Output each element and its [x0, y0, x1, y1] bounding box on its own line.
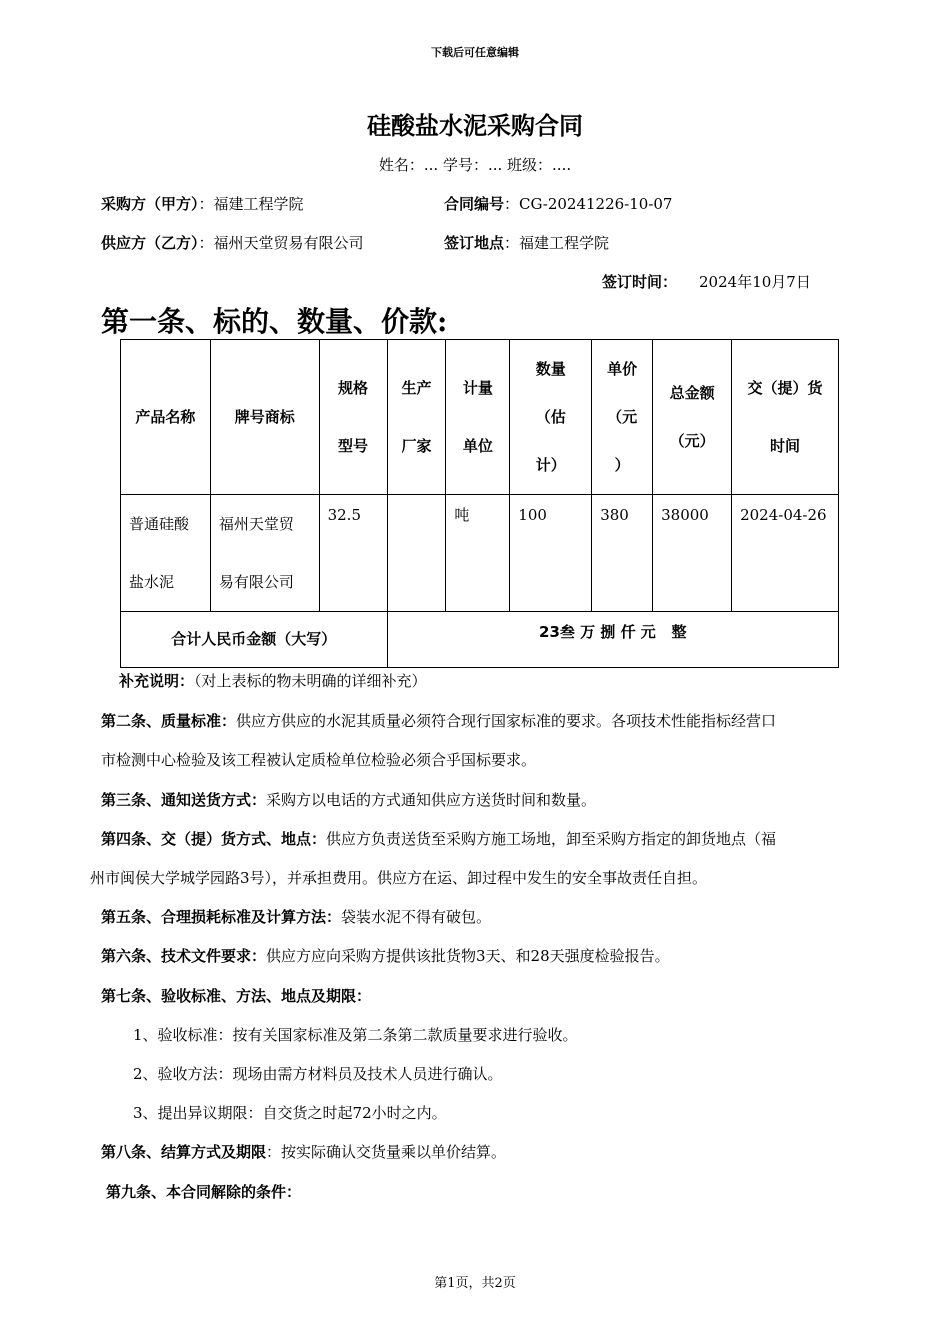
header-cell: 交（提）货 时间 [732, 340, 839, 495]
article-text: ：按实际确认交货量乘以单价结算。 [266, 1143, 507, 1161]
acceptance-item: 1、验收标准：按有关国家标准及第二条第二款质量要求进行验收。 [133, 1026, 578, 1044]
article-9 [106, 1181, 301, 1202]
article-label: 第二条、质量标准： [101, 712, 237, 730]
article-label: 第七条、验收标准、方法、地点及期限： [101, 987, 372, 1005]
contract-no-value: ：CG-20241226-10-07 [504, 195, 673, 213]
article-text: 供应方供应的水泥其质量必须符合现行国家标准的要求。各项技术性能指标经营口 [236, 712, 777, 730]
date-line [602, 271, 811, 292]
header-cell: 产品名称 [121, 340, 211, 495]
brand-cell: 福州天堂贸 易有限公司 [210, 495, 319, 612]
article-text: 采购方以电话的方式通知供应方送货时间和数量。 [266, 791, 597, 809]
place-value: ：福建工程学院 [504, 234, 610, 252]
delivery-date-cell: 2024-04-26 [732, 495, 839, 612]
supplier-label: 供应方（乙方） [101, 234, 199, 252]
header-cell: 生产 厂家 [387, 340, 446, 495]
place-label: 签订地点 [444, 234, 505, 252]
quantity-cell: 100 [510, 495, 592, 612]
buyer-label: 采购方（甲方） [101, 195, 199, 213]
spec-cell: 32.5 [319, 495, 387, 612]
article-text: 供应方负责送货至采购方施工场地，卸至采购方指定的卸货地点（福 [326, 830, 777, 848]
header-cell: 单价 （元 ） [592, 340, 653, 495]
header-note: 下载后可任意编辑 [431, 46, 519, 59]
supplement-line [119, 670, 427, 691]
header-cell: 牌号商标 [210, 340, 319, 495]
table-row [121, 495, 839, 612]
supplier-value: ：福州天堂贸易有限公司 [198, 234, 364, 252]
unit-cell: 吨 [446, 495, 510, 612]
article-label: 第八条、结算方式及期限 [101, 1143, 267, 1161]
manufacturer-cell [387, 495, 446, 612]
student-info: 姓名：... 学号：... 班级：.... [378, 156, 572, 174]
unit-price-cell: 380 [592, 495, 653, 612]
article-6 [101, 945, 670, 966]
article1-title: 第一条、标的、数量、价款: [101, 305, 448, 338]
acceptance-item: 2、验收方法：现场由需方材料员及技术人员进行确认。 [133, 1065, 503, 1083]
supplier-line [101, 232, 364, 253]
article-4-cont: 州市闽侯大学城学园路3号），并承担费用。供应方在运、卸过程中发生的安全事故责任自担。 [90, 869, 708, 887]
supplement-label: 补充说明： [119, 672, 195, 690]
header-cell: 规格 型号 [319, 340, 387, 495]
article-5 [101, 906, 491, 927]
article-8 [101, 1141, 506, 1162]
article-label: 第四条、交（提）货方式、地点： [101, 830, 327, 848]
place-line [444, 232, 609, 253]
acceptance-item: 3、提出异议期限：自交货之时起72小时之内。 [133, 1104, 447, 1122]
article-label: 第九条、本合同解除的条件： [106, 1183, 302, 1201]
article-text: 供应方应向采购方提供该批货物3天、和28天强度检验报告。 [266, 947, 670, 965]
supplement-text: （对上表标的物未明确的详细补充） [194, 672, 427, 690]
items-table [120, 339, 839, 668]
article-label: 第五条、合理损耗标准及计算方法： [101, 908, 342, 926]
header-cell: 数量 （估 计） [510, 340, 592, 495]
header-cell: 总金额 （元） [653, 340, 732, 495]
total-value-cell: 23叁 万 捌 仟 元 整 [387, 612, 838, 668]
date-value: 2024年10月7日 [699, 273, 811, 291]
contract-no-line [444, 193, 672, 214]
header-cell: 计量 单位 [446, 340, 510, 495]
article-7 [101, 985, 371, 1006]
buyer-value: ：福建工程学院 [198, 195, 304, 213]
article-text: 袋装水泥不得有破包。 [341, 908, 492, 926]
contract-no-label: 合同编号 [444, 195, 505, 213]
page-title: 硅酸盐水泥采购合同 [367, 112, 583, 140]
article-label: 第六条、技术文件要求： [101, 947, 267, 965]
article-2-cont: 市检测中心检验及该工程被认定质检单位检验必须合乎国标要求。 [101, 751, 537, 769]
product-name-cell: 普通硅酸 盐水泥 [121, 495, 211, 612]
article-label: 第三条、通知送货方式： [101, 791, 267, 809]
table-header-row [121, 340, 839, 495]
page-footer: 第1页，共2页 [434, 1276, 516, 1291]
article-3 [101, 789, 596, 810]
article-4 [101, 828, 776, 849]
article-2 [101, 710, 776, 731]
total-label-cell: 合计人民币金额（大写） [121, 612, 388, 668]
date-label: 签订时间： [602, 273, 678, 291]
buyer-line [101, 193, 304, 214]
total-amount-cell: 38000 [653, 495, 732, 612]
total-row [121, 612, 839, 668]
